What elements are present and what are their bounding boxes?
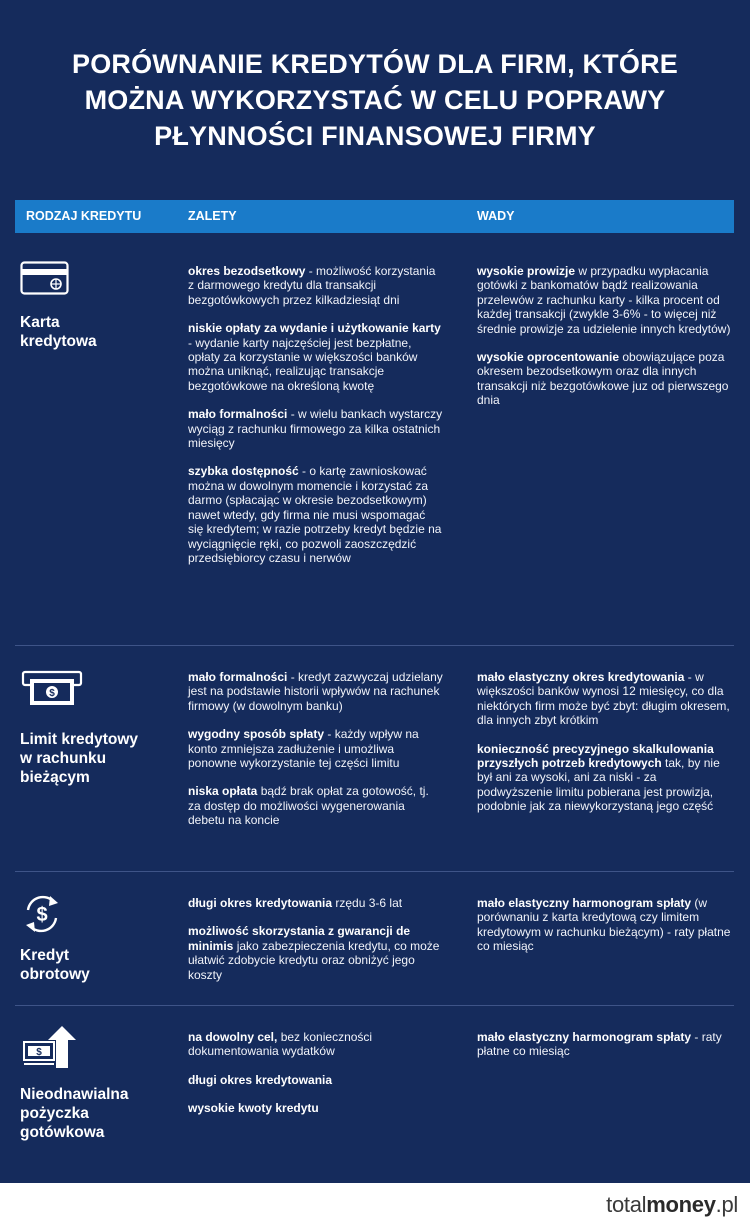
row-divider bbox=[15, 871, 734, 872]
svg-text:$: $ bbox=[49, 688, 55, 699]
row-label: Nieodnawialna pożyczka gotówkowa bbox=[20, 1086, 129, 1141]
row-label: Kredyt obrotowy bbox=[20, 947, 90, 983]
pros-list bbox=[188, 264, 443, 579]
pro-item: mało formalności - kredyt zazwyczaj udzielany jest na podstawie historii wpływów na rachunek firmowy (w dowolnym banku) bbox=[188, 670, 443, 713]
pro-item: szybka dostępność - o kartę zawnioskować można w dowolnym momencie i korzystać za darmo (spłacając w okresie bezodsetkowym) nawet wtedy, gdy firma nie musi wspomagać się kredytem; w razie potrzeby kredyt będzie na wyciągnięcie ręki, co pozwoli zaoszczędzić przedsiębiorcy czasu i nerwów bbox=[188, 464, 442, 565]
pro-item: na dowolny cel, bez konieczności dokumentowania wydatków bbox=[188, 1030, 373, 1059]
row-label: Limit kredytowy w rachunku bieżącym bbox=[20, 731, 138, 786]
header-cons: WADY bbox=[477, 209, 515, 223]
page-title: PORÓWNANIE KREDYTÓW DLA FIRM, KTÓRE MOŻNA WYKORZYSTAĆ W CELU POPRAWY PŁYNNOŚCI FINANSOWEJ FIRMY bbox=[72, 49, 678, 151]
header-pros: ZALETY bbox=[188, 209, 237, 223]
table-header bbox=[15, 200, 734, 233]
pro-item: wygodny sposób spłaty - każdy wpływ na konto zmniejsza zadłużenie i umożliwa ponowne wykorzystanie tej części limitu bbox=[188, 727, 419, 771]
cash-up-arrow-icon bbox=[20, 1024, 78, 1070]
row-divider bbox=[15, 1005, 734, 1006]
pros-list bbox=[188, 896, 443, 996]
pro-item: wysokie kwoty kredytu bbox=[188, 1101, 319, 1116]
pro-item: długi okres kredytowania rzędu 3-6 lat bbox=[188, 896, 403, 910]
atm-cash-icon bbox=[20, 670, 84, 710]
pro-item: możliwość skorzystania z gwarancji de minimis jako zabezpieczenia kredytu, co może ułatwić zdobycie kredytu oraz obniżyć jego koszty bbox=[188, 924, 440, 982]
pro-item: niska opłata bądź brak opłat za gotowość, tj. za dostęp do możliwości wygenerowania debetu na koncie bbox=[188, 784, 429, 828]
cons-list bbox=[477, 1030, 732, 1073]
pro-item: mało formalności - w wielu bankach wystarczy wyciąg z rachunku firmowego za kilka ostatnich miesięcy bbox=[188, 407, 443, 451]
row-label: Karta kredytowa bbox=[20, 314, 97, 350]
brand-logo: totalmoney.pl bbox=[606, 1192, 738, 1217]
credit-card-icon bbox=[20, 261, 70, 297]
pro-item: niskie opłaty za wydanie i użytkowanie karty - wydanie karty najczęściej jest bezpłatne, opłaty za korzystanie w większości banków można uniknąć, realizując transakcje bezgotówkowe na określoną kwotę bbox=[188, 321, 441, 393]
dollar-cycle-icon bbox=[20, 892, 64, 936]
con-item: mało elastyczny okres kredytowania - w większości banków wynosi 12 miesięcy, co dla niektórych firm może być zbyt: długim okresem, dla innych zbyt krótkim bbox=[477, 670, 730, 728]
cons-list bbox=[477, 670, 732, 828]
pro-item: okres bezodsetkowy - możliwość korzystania z darmowego kredytu dla transakcji bezgotówkowych przez kilkadziesiąt dni bbox=[188, 264, 436, 307]
row-divider bbox=[15, 645, 734, 646]
con-item: mało elastyczny harmonogram spłaty - raty płatne co miesiąc bbox=[477, 1030, 722, 1059]
con-item: konieczność precyzyjnego skalkulowania przyszłych potrzeb kredytowych tak, by nie był ani za wysoki, ani za niski - za podwyższenie limitu pobierana jest prowizja, podobnie jak za niewykorzystaną jego część bbox=[477, 741, 720, 814]
con-item: mało elastyczny harmonogram spłaty (w porównaniu z karta kredytową czy limitem kredytowym w rachunku bieżącym) - raty płatne co miesiąc bbox=[477, 896, 731, 954]
pros-list bbox=[188, 1030, 443, 1130]
con-item: wysokie oprocentowanie obowiązujące poza okresem bezodsetkowym oraz dla innych transakcji niż bezgotówkowe juz od pierwszego dnia bbox=[477, 350, 729, 408]
cons-list bbox=[477, 896, 732, 968]
header-type: RODZAJ KREDYTU bbox=[26, 209, 142, 223]
pro-item: długi okres kredytowania bbox=[188, 1072, 333, 1087]
con-item: wysokie prowizje w przypadku wypłacania gotówki z bankomatów bądź realizowania przelewów z rachunku karty - kilka procent od każdej transakcji (zwykle 3-6% - to więcej niż średnie prowizje za udzielenie innych kredytów) bbox=[477, 264, 731, 336]
cons-list bbox=[477, 264, 732, 422]
pros-list bbox=[188, 670, 443, 842]
svg-text:$: $ bbox=[36, 1047, 42, 1058]
svg-text:$: $ bbox=[36, 904, 48, 926]
